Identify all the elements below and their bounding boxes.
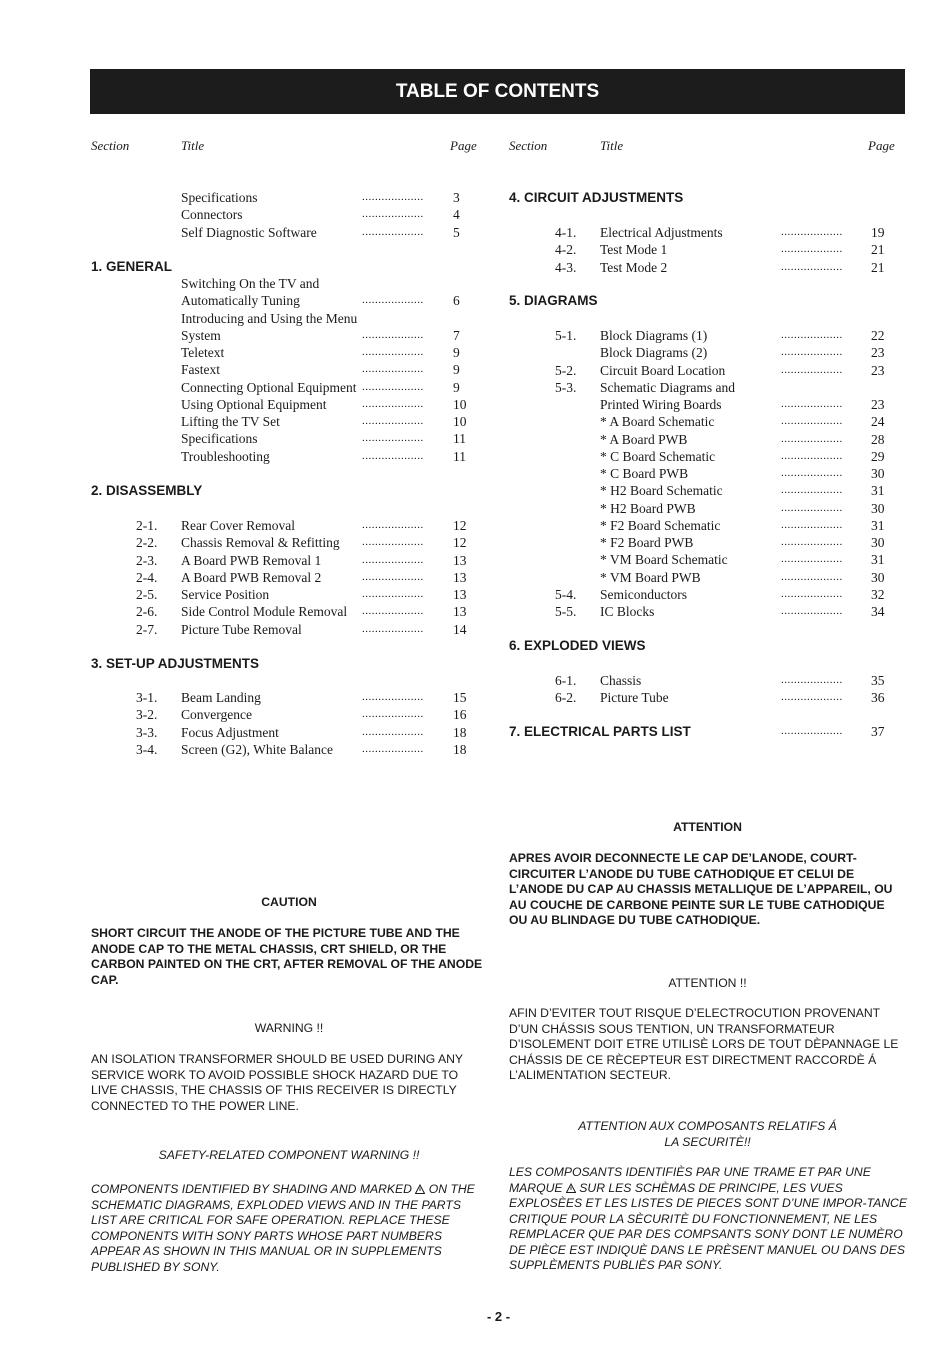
toc-entry-page: 29 [871, 448, 885, 464]
toc-entry-page: 32 [871, 586, 885, 602]
toc-entry-page: 11 [453, 431, 466, 447]
page-title: TABLE OF CONTENTS [90, 69, 905, 114]
toc-leader-dots: ................... [781, 449, 843, 462]
toc-entry-page: 7 [453, 327, 460, 343]
toc-entry-title: * C Board Schematic [600, 448, 716, 464]
toc-leader-dots: ................... [781, 587, 843, 600]
toc-leader-dots: ................... [362, 708, 424, 721]
col-header-title: Title [181, 138, 205, 153]
toc-leader-dots: ................... [362, 328, 424, 341]
toc-entry-title: Focus Adjustment [181, 724, 279, 740]
toc-entry-title: Rear Cover Removal [181, 518, 295, 533]
toc-entry-page: 13 [453, 569, 467, 585]
col-header-page: Page [868, 138, 895, 153]
toc-entry-page: 5 [453, 224, 460, 240]
toc-entry-title: Self Diagnostic Software [181, 224, 317, 240]
page-number: - 2 - [486, 1309, 511, 1324]
toc-entry-page: 12 [453, 518, 467, 533]
toc-entry-page: 13 [453, 604, 467, 620]
toc-entry-title: * C Board PWB [600, 466, 689, 481]
toc-entry-title: Fastext [181, 362, 220, 378]
toc-entry-page: 15 [453, 690, 467, 705]
toc-entry-page: 12 [453, 535, 467, 551]
attention2-title: ATTENTION !! [668, 976, 747, 990]
toc-leader-dots: ................... [781, 346, 843, 359]
safety-body [91, 1182, 485, 1275]
toc-entry-page: 9 [453, 362, 460, 378]
toc-entry [0, 706, 950, 723]
attention-body: APRES AVOIR DECONNECTE LE CAP DE’LANODE, COURT-CIRCUITER L’ANODE DU TUBE CATHODIQUE ET CELUI DE L’ANODE DU CAP AU CHASSIS METALLIQUE DE L’APPAREIL, OU AU COUCHE DE CARBONE PEINTE SUR LE TUBE CATHODIQUE OU AU BLINDAGE DU TUBE CATHODIQUE. [509, 851, 893, 927]
toc-entry-number: 3-4. [136, 741, 158, 757]
toc-entry-title: * VM Board Schematic [600, 552, 728, 568]
toc-entry-page: 13 [453, 587, 467, 602]
toc-entry-number: 2-5. [136, 587, 158, 602]
toc-entry-page: 31 [871, 517, 885, 533]
toc-entry-title: Picture Tube [600, 690, 669, 706]
toc-leader-dots: ................... [362, 725, 424, 738]
safety-fr-body [509, 1165, 907, 1274]
section-heading-exploded-label: 6. EXPLODED VIEWS [509, 638, 646, 653]
toc-entry-page: 14 [453, 621, 467, 637]
toc-entry [0, 465, 950, 482]
col-header-section: Section [509, 138, 548, 153]
toc-leader-dots: ................... [362, 742, 424, 755]
toc-entry-title: Circuit Board Location [600, 362, 726, 378]
toc-leader-dots: ................... [781, 329, 843, 341]
toc-leader-dots: ................... [362, 691, 424, 703]
toc-entry [0, 448, 950, 465]
toc-leader-dots: ................... [781, 605, 843, 617]
toc-entry [0, 534, 950, 551]
toc-entry [0, 241, 950, 258]
toc-entry-page: 23 [871, 345, 885, 361]
toc-entry-page: 31 [871, 552, 885, 568]
toc-entry-title: Using Optional Equipment [181, 396, 327, 412]
attention-title: ATTENTION [673, 820, 742, 834]
toc-leader-dots: ................... [362, 605, 424, 618]
toc-entry [0, 586, 950, 603]
toc-leader-dots: ................... [781, 432, 843, 445]
toc-entry-number: 2-4. [136, 569, 158, 585]
toc-entry [0, 224, 950, 241]
toc-entry-page: 23 [871, 362, 885, 378]
toc-entry-title: Specifications [181, 431, 258, 447]
toc-leader-dots: ................... [781, 484, 843, 497]
toc-entry-page: 36 [871, 690, 885, 706]
toc-leader-dots: ................... [781, 467, 843, 479]
toc-entry-title: Automatically Tuning [181, 293, 300, 309]
toc-leader-dots: ................... [781, 674, 843, 686]
toc-entry-number: 2-1. [136, 518, 158, 533]
toc-entry-title: Test Mode 1 [600, 242, 668, 258]
toc-leader-dots: ................... [781, 363, 843, 376]
toc-entry-number: 2-7. [136, 621, 158, 637]
safety-title: SAFETY-RELATED COMPONENT WARNING !! [158, 1148, 420, 1162]
toc-leader-dots: ................... [781, 518, 843, 531]
col-header-section: Section [91, 138, 130, 153]
safety-fr-body-a: LES COMPOSANTS IDENTIFIÈS PAR UNE TRAME ET PAR UNE MARQUE [509, 1165, 871, 1195]
toc-entry-page: 18 [453, 724, 467, 740]
toc-leader-dots: ................... [362, 415, 424, 427]
safety-body-b: ON THE SCHEMATIC DIAGRAMS, EXPLODED VIEWS AND IN THE PARTS LIST ARE CRITICAL FOR SAFE OPERATION. REPLACE THESE COMPONENTS WITH SONY PARTS WHOSE PART NUMBERS APPEAR AS SHOWN IN THIS MANUAL OR IN SUPPLEMENTS PUBLISHED BY SONY. [91, 1182, 475, 1274]
toc-entry-number: 3-2. [136, 707, 158, 723]
toc-entry-page: 24 [871, 414, 885, 430]
toc-entry-number: 5-3. [555, 379, 577, 395]
toc-entry-title: * F2 Board PWB [600, 535, 694, 550]
toc-entry-title: Schematic Diagrams and [600, 379, 735, 395]
toc-entry-number: 2-3. [136, 552, 158, 568]
safety-fr-title [509, 1119, 906, 1150]
toc-leader-dots: ................... [781, 725, 843, 737]
toc-entry-page: 22 [871, 328, 885, 343]
toc-entry [0, 431, 950, 448]
toc-entry-page: 9 [453, 379, 460, 395]
toc-entry [0, 689, 950, 706]
toc-entry [0, 362, 950, 379]
toc-entry-number: 6-2. [555, 690, 577, 706]
toc-entry-page: 9 [453, 345, 460, 360]
toc-leader-dots: ................... [362, 432, 424, 445]
warning-triangle-icon [566, 1183, 576, 1193]
toc-entry-title: Printed Wiring Boards [600, 397, 722, 412]
safety-fr-title-1: ATTENTION AUX COMPOSANTS RELATIFS Á [578, 1119, 837, 1133]
toc-entry [0, 500, 950, 517]
toc-entry-title: Electrical Adjustments [600, 225, 723, 240]
toc-entry-number: 6-1. [555, 673, 577, 688]
toc-leader-dots: ................... [781, 536, 843, 548]
toc-entry-page: 30 [871, 500, 885, 516]
toc-entry-page: 30 [871, 569, 885, 585]
section-heading-circuit-label: 4. CIRCUIT ADJUSTMENTS [509, 190, 684, 205]
warning-body: AN ISOLATION TRANSFORMER SHOULD BE USED DURING ANY SERVICE WORK TO AVOID POSSIBLE SHOCK HAZARD DUE TO LIVE CHASSIS, THE CHASSIS OF THIS RECEIVER IS DIRECTLY CONNECTED TO THE POWER LINE. [91, 1052, 463, 1113]
toc-entry [0, 482, 950, 499]
col-header-page: Page [450, 138, 477, 153]
toc-entry-title: Service Position [181, 587, 270, 602]
toc-entry-page: 10 [453, 396, 467, 412]
toc-entry-title: Picture Tube Removal [181, 621, 302, 637]
toc-entry-title: * A Board Schematic [600, 414, 715, 430]
toc-entry-title: Test Mode 2 [600, 259, 668, 275]
toc-entry-number: 4-2. [555, 242, 577, 258]
toc-entry-page: 10 [453, 414, 467, 429]
toc-entry-page: 21 [871, 259, 885, 275]
toc-entry-title: Screen (G2), White Balance [181, 741, 333, 757]
toc-leader-dots: ................... [781, 243, 843, 256]
toc-entry [0, 741, 950, 758]
toc-leader-dots: ................... [362, 570, 424, 583]
toc-entry-title: Connectors [181, 207, 243, 223]
toc-entry [0, 621, 950, 638]
attention2-body: AFIN D’EVITER TOUT RISQUE D’ELECTROCUTION PROVENANT D’UN CHÁSSIS SOUS TENTION, UN TRANSFORMATEUR D’ISOLEMENT DOIT ETRE UTILISÈ LORS DE TOUT DÈPANNAGE LE CHÁSSIS DE CE RÈCEPTEUR EST DIRECTMENT RACCORDÈ Á L’ALIMENTATION SECTEUR. [509, 1006, 899, 1082]
toc-entry [0, 672, 950, 689]
toc-leader-dots: ................... [362, 536, 424, 549]
toc-leader-dots: ................... [362, 553, 424, 566]
toc-leader-dots: ................... [781, 260, 843, 273]
toc-entry [0, 551, 950, 568]
toc-leader-dots: ................... [362, 363, 424, 376]
toc-entry-title: * A Board PWB [600, 431, 688, 447]
toc-entry-title: * H2 Board PWB [600, 500, 696, 516]
toc-leader-dots: ................... [362, 397, 424, 410]
toc-entry-title: A Board PWB Removal 1 [181, 552, 322, 568]
toc-leader-dots: ................... [362, 191, 424, 203]
toc-entry-title: * VM Board PWB [600, 569, 701, 585]
toc-entry-title: Convergence [181, 707, 252, 723]
toc-entry-page: 18 [453, 741, 467, 757]
toc-entry-title: Chassis Removal & Refitting [181, 535, 340, 551]
toc-leader-dots: ................... [362, 294, 424, 307]
toc-entry-page: 11 [453, 448, 466, 464]
safety-body-a: COMPONENTS IDENTIFIED BY SHADING AND MARKED [91, 1182, 412, 1196]
toc-entry [0, 327, 950, 344]
toc-entry-number: 5-1. [555, 328, 577, 343]
toc-entry-title: Lifting the TV Set [181, 414, 280, 429]
toc-entry [0, 259, 950, 276]
toc-entry-title: Semiconductors [600, 586, 687, 602]
toc-entry-title: * F2 Board Schematic [600, 517, 721, 533]
warning-triangle-icon [415, 1184, 425, 1194]
toc-entry-page: 34 [871, 604, 885, 619]
toc-entry-page: 16 [453, 707, 467, 723]
toc-entry-title: Connecting Optional Equipment [181, 379, 357, 395]
toc-entry [0, 517, 950, 534]
toc-leader-dots: ................... [781, 691, 843, 704]
section-heading-parts [509, 723, 909, 740]
toc-leader-dots: ................... [362, 346, 424, 358]
section-heading-disassembly-label: 2. DISASSEMBLY [91, 483, 203, 498]
toc-leader-dots: ................... [362, 622, 424, 635]
safety-fr-title-2: LA SECURITÈ!! [664, 1134, 751, 1149]
toc-entry-page: 35 [871, 673, 885, 688]
toc-entry [0, 275, 950, 292]
toc-entry [0, 344, 950, 361]
toc-entry-title: Teletext [181, 345, 225, 360]
toc-entry [0, 206, 950, 223]
section-heading-parts-label: 7. ELECTRICAL PARTS LIST [509, 724, 691, 739]
toc-entry-number: 4-3. [555, 259, 577, 275]
toc-leader-dots: ................... [362, 225, 424, 238]
toc-entry-page: 4 [453, 207, 460, 223]
toc-entry-page: 37 [871, 724, 885, 739]
toc-entry-number: 4-1. [555, 225, 577, 240]
toc-entry-page: 19 [871, 225, 885, 240]
toc-entry-number: 5-5. [555, 604, 577, 619]
toc-entry [0, 379, 950, 396]
toc-entry-page: 21 [871, 242, 885, 258]
toc-entry-number: 5-4. [555, 586, 577, 602]
section-heading-diagrams [509, 292, 909, 309]
toc-entry [0, 413, 950, 430]
section-heading-diagrams-label: 5. DIAGRAMS [509, 293, 598, 308]
toc-entry-title: Beam Landing [181, 690, 261, 705]
caution-title: CAUTION [261, 895, 317, 909]
toc-entry-page: 31 [871, 483, 885, 499]
toc-entry-number: 5-2. [555, 362, 577, 378]
toc-leader-dots: ................... [362, 588, 424, 600]
toc-entry-number: 2-6. [136, 604, 158, 620]
toc-entry-number: 3-3. [136, 724, 158, 740]
toc-leader-dots: ................... [362, 208, 424, 221]
toc-entry-title: Switching On the TV and [181, 276, 320, 291]
toc-entry-page: 23 [871, 397, 885, 412]
toc-leader-dots: ................... [781, 501, 843, 514]
toc-entry-title: Introducing and Using the Menu [181, 310, 358, 326]
toc-entry-title: Block Diagrams (2) [600, 345, 708, 361]
toc-entry-title: System [181, 327, 221, 343]
toc-entry-title: A Board PWB Removal 2 [181, 569, 322, 585]
toc-entry-page: 30 [871, 535, 885, 550]
toc-entry-number: 3-1. [136, 690, 158, 705]
toc-leader-dots: ................... [781, 226, 843, 238]
toc-leader-dots: ................... [781, 570, 843, 583]
toc-entry-page: 3 [453, 190, 460, 205]
toc-entry-title: Troubleshooting [181, 448, 270, 464]
warning-title: WARNING !! [254, 1021, 324, 1035]
toc-entry-title: Side Control Module Removal [181, 604, 348, 620]
section-heading-setup-label: 3. SET-UP ADJUSTMENTS [91, 656, 260, 671]
toc-entry-title: Block Diagrams (1) [600, 328, 708, 343]
toc-entry-title: IC Blocks [600, 604, 655, 619]
col-header-title: Title [600, 138, 624, 153]
toc-entry-page: 30 [871, 466, 885, 481]
toc-entry [0, 310, 950, 327]
safety-fr-body-b: SUR LES SCHÈMAS DE PRINCIPE, LES VUES EXPLOSÈES ET LES LISTES DE PIECES SONT D’UNE IMPOR-TANCE CRITIQUE POUR LA SÈCURITÈ DU FONCTIONNEMENT, NE LES REMPLACER QUE PAR DES COMPSANTS SONY DONT LE NUMÈRO DE PIÈCE EST INDIQUÈ DANS LE PRÈSENT MANUEL OU DANS DES SUPPLÈMENTS PUBLIÈS PAR SONY. [509, 1180, 907, 1272]
section-heading-general-label: 1. GENERAL [91, 259, 173, 274]
toc-leader-dots: ................... [362, 380, 424, 393]
toc-entry [0, 569, 950, 586]
toc-leader-dots: ................... [362, 519, 424, 531]
section-heading-circuit [509, 189, 909, 206]
toc-entry [0, 396, 950, 413]
toc-entry-page: 13 [453, 552, 467, 568]
toc-entry-page: 28 [871, 431, 885, 447]
toc-entry-title: * H2 Board Schematic [600, 483, 723, 499]
toc-entry-title: Specifications [181, 190, 258, 205]
toc-entry-title: Chassis [600, 673, 642, 688]
toc-leader-dots: ................... [781, 553, 843, 566]
section-heading-setup [91, 655, 491, 672]
toc-leader-dots: ................... [362, 449, 424, 462]
caution-body: SHORT CIRCUIT THE ANODE OF THE PICTURE TUBE AND THE ANODE CAP TO THE METAL CHASSIS, CRT SHIELD, OR THE CARBON PAINTED ON THE CRT, AFTER REMOVAL OF THE ANODE CAP. [91, 926, 483, 987]
toc-leader-dots: ................... [781, 398, 843, 410]
toc-leader-dots: ................... [781, 415, 843, 428]
toc-entry [0, 603, 950, 620]
section-heading-exploded [509, 637, 909, 654]
toc-entry-page: 6 [453, 293, 460, 309]
toc-entry-number: 2-2. [136, 535, 158, 551]
